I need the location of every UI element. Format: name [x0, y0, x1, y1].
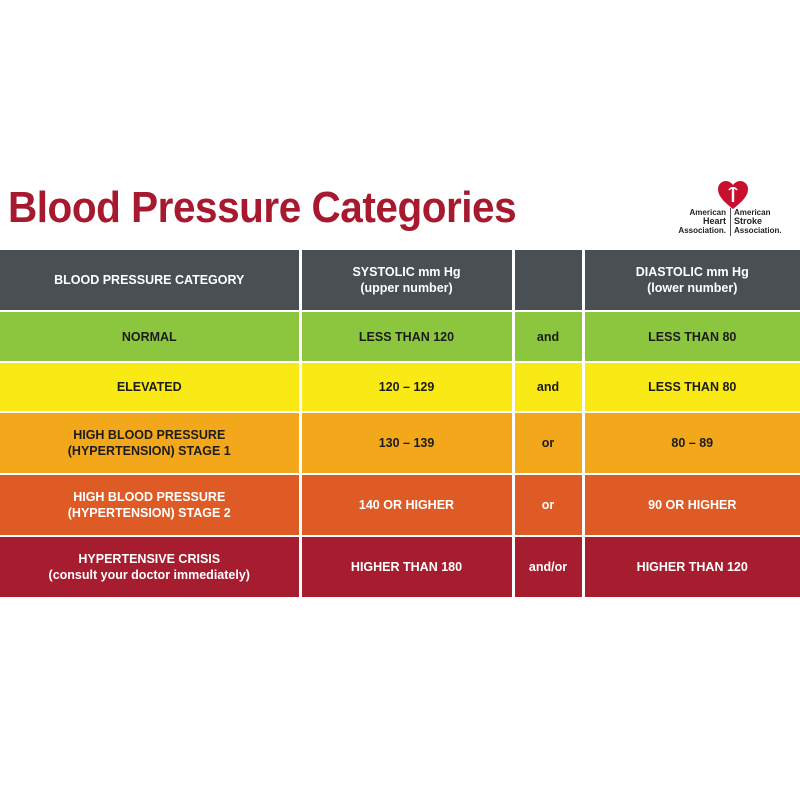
header-category: BLOOD PRESSURE CATEGORY: [0, 250, 300, 311]
category-cell: HIGH BLOOD PRESSURE (HYPERTENSION) STAGE 2: [0, 474, 300, 536]
heart-torch-icon: [716, 178, 750, 212]
connector-cell: and: [513, 362, 583, 412]
systolic-cell: LESS THAN 120: [300, 311, 513, 362]
systolic-cell: HIGHER THAN 180: [300, 536, 513, 598]
systolic-cell: 140 OR HIGHER: [300, 474, 513, 536]
page-title: Blood Pressure Categories: [8, 183, 517, 232]
category-cell: ELEVATED: [0, 362, 300, 412]
connector-cell: or: [513, 474, 583, 536]
diastolic-cell: LESS THAN 80: [583, 311, 800, 362]
asa-wordmark: American Stroke Association.: [734, 208, 782, 235]
diastolic-cell: 90 OR HIGHER: [583, 474, 800, 536]
diastolic-cell: HIGHER THAN 120: [583, 536, 800, 598]
diastolic-cell: LESS THAN 80: [583, 362, 800, 412]
aha-asa-logo: [672, 178, 800, 242]
logo-divider: [730, 208, 731, 236]
connector-cell: and/or: [513, 536, 583, 598]
systolic-cell: 130 – 139: [300, 412, 513, 474]
table-row: [0, 412, 800, 474]
category-cell: HIGH BLOOD PRESSURE (HYPERTENSION) STAGE 1: [0, 412, 300, 474]
table-row: [0, 536, 800, 598]
connector-cell: or: [513, 412, 583, 474]
header-systolic: SYSTOLIC mm Hg (upper number): [300, 250, 513, 311]
header-connector: [513, 250, 583, 311]
table-row: [0, 362, 800, 412]
table-header-row: [0, 250, 800, 311]
category-cell: HYPERTENSIVE CRISIS (consult your doctor immediately): [0, 536, 300, 598]
category-cell: NORMAL: [0, 311, 300, 362]
connector-cell: and: [513, 311, 583, 362]
header-diastolic: DIASTOLIC mm Hg (lower number): [583, 250, 800, 311]
systolic-cell: 120 – 129: [300, 362, 513, 412]
diastolic-cell: 80 – 89: [583, 412, 800, 474]
table-row: [0, 474, 800, 536]
bp-categories-table: [0, 250, 800, 599]
aha-wordmark: American Heart Association.: [678, 208, 726, 235]
table-row: [0, 311, 800, 362]
